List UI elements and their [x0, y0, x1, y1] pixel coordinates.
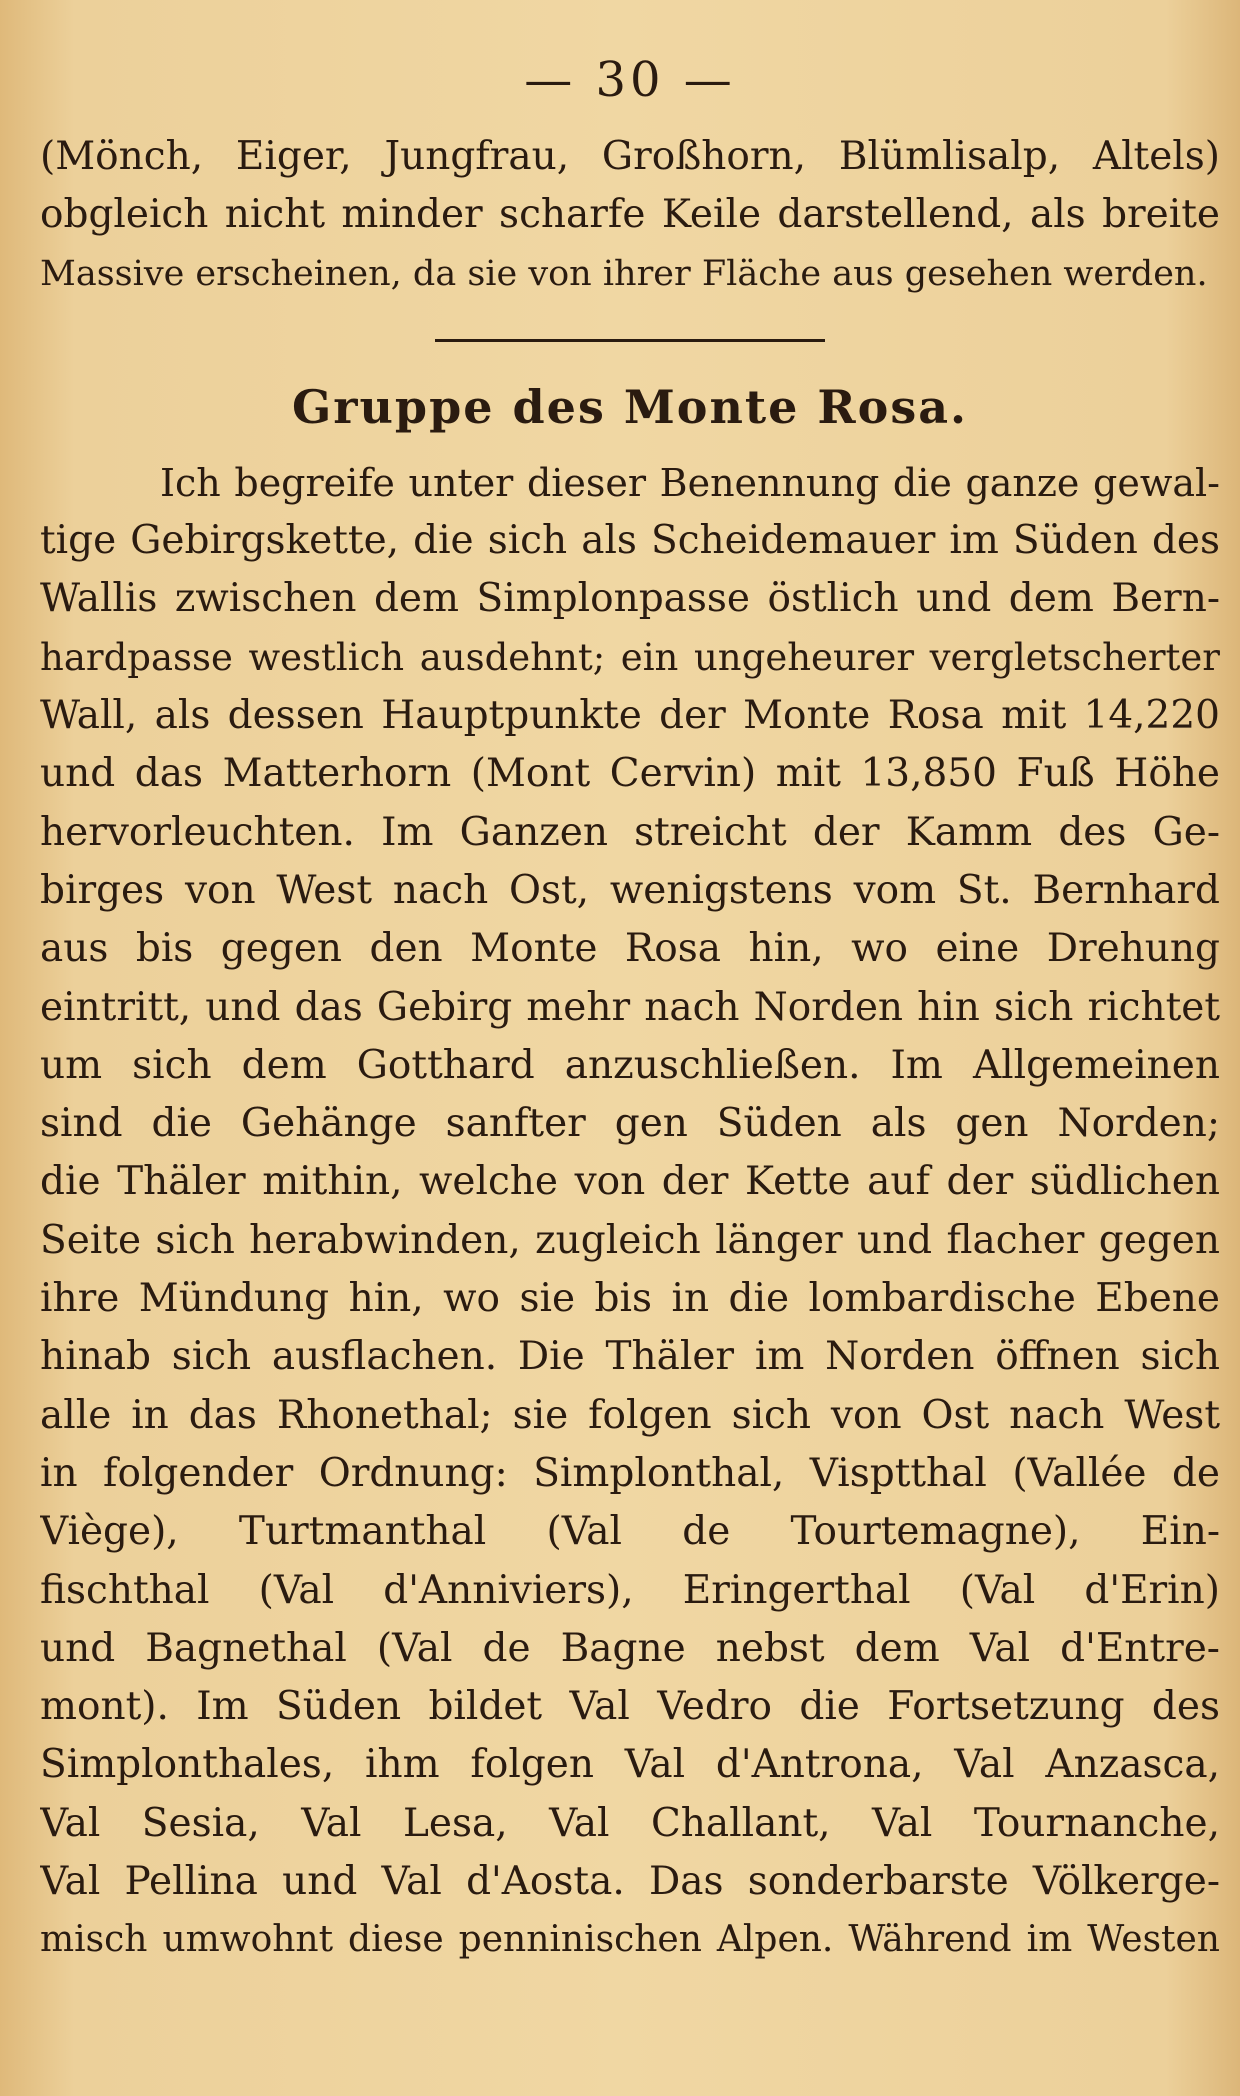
- text-line: sind die Gehänge sanfter gen Süden als gen Norden;: [40, 1101, 1220, 1147]
- text-line: aus bis gegen den Monte Rosa hin, wo eine Drehung: [40, 926, 1220, 972]
- text-line: in folgender Ordnung: Simplonthal, Visptthal (Vallée de: [40, 1450, 1220, 1496]
- section-heading: Gruppe des Monte Rosa.: [291, 379, 969, 434]
- text-line: und das Matterhorn (Mont Cervin) mit 13,850 Fuß Höhe: [40, 751, 1220, 797]
- intro-paragraph: [40, 128, 1220, 303]
- text-line: alle in das Rhonethal; sie folgen sich von Ost nach West: [40, 1392, 1220, 1438]
- text-line: und Bagnethal (Val de Bagne nebst dem Val d'Entre-: [40, 1625, 1220, 1671]
- text-line: Wall, als dessen Hauptpunkte der Monte Rosa mit 14,220: [40, 693, 1220, 739]
- text-line: Massive erscheinen, da sie von ihrer Fläche aus gesehen werden.: [40, 253, 1208, 294]
- text-line: eintritt, und das Gebirg mehr nach Norden hin sich richtet: [40, 984, 1220, 1030]
- text-line: Wallis zwischen dem Simplonpasse östlich und dem Bern-: [40, 576, 1220, 622]
- text-line: mont). Im Süden bildet Val Vedro die Fortsetzung des: [40, 1684, 1220, 1730]
- text-line: Seite sich herabwinden, zugleich länger und flacher gegen: [40, 1217, 1220, 1263]
- text-line: Val Pellina und Val d'Aosta. Das sonderbarste Völkerge-: [40, 1859, 1220, 1905]
- text-line: birges von West nach Ost, wenigstens vom St. Bernhard: [40, 867, 1220, 913]
- page-number: — 30 —: [524, 52, 736, 108]
- text-line: tige Gebirgskette, die sich als Scheidemauer im Süden des: [40, 518, 1220, 564]
- text-line: hardpasse westlich ausdehnt; ein ungeheurer vergletscherter: [40, 635, 1220, 679]
- book-page: [40, 40, 1220, 2070]
- text-line: Ich begreife unter dieser Benennung die ganze gewal-: [160, 460, 1220, 505]
- text-line: misch umwohnt diese penninischen Alpen. Während im Westen: [40, 1919, 1220, 1961]
- section-divider: [435, 339, 825, 342]
- text-line: (Mönch, Eiger, Jungfrau, Großhorn, Blümlisalp, Altels): [40, 134, 1220, 179]
- text-line: ihre Mündung hin, wo sie bis in die lombardische Ebene: [40, 1276, 1220, 1322]
- text-line: Viège), Turtmanthal (Val de Tourtemagne), Ein-: [40, 1509, 1220, 1555]
- text-line: hinab sich ausflachen. Die Thäler im Norden öffnen sich: [40, 1334, 1220, 1380]
- text-line: obgleich nicht minder scharfe Keile darstellend, als breite: [40, 192, 1220, 238]
- text-line: hervorleuchten. Im Ganzen streicht der Kamm des Ge-: [40, 809, 1220, 855]
- body-paragraph: [40, 454, 1220, 1970]
- text-line: die Thäler mithin, welche von der Kette auf der südlichen: [40, 1159, 1220, 1205]
- text-line: Val Sesia, Val Lesa, Val Challant, Val Tournanche,: [40, 1800, 1220, 1846]
- text-line: fischthal (Val d'Anniviers), Eringerthal (Val d'Erin): [40, 1567, 1220, 1613]
- text-line: Simplonthales, ihm folgen Val d'Antrona, Val Anzasca,: [40, 1742, 1220, 1788]
- text-line: um sich dem Gotthard anzuschließen. Im Allgemeinen: [40, 1042, 1220, 1088]
